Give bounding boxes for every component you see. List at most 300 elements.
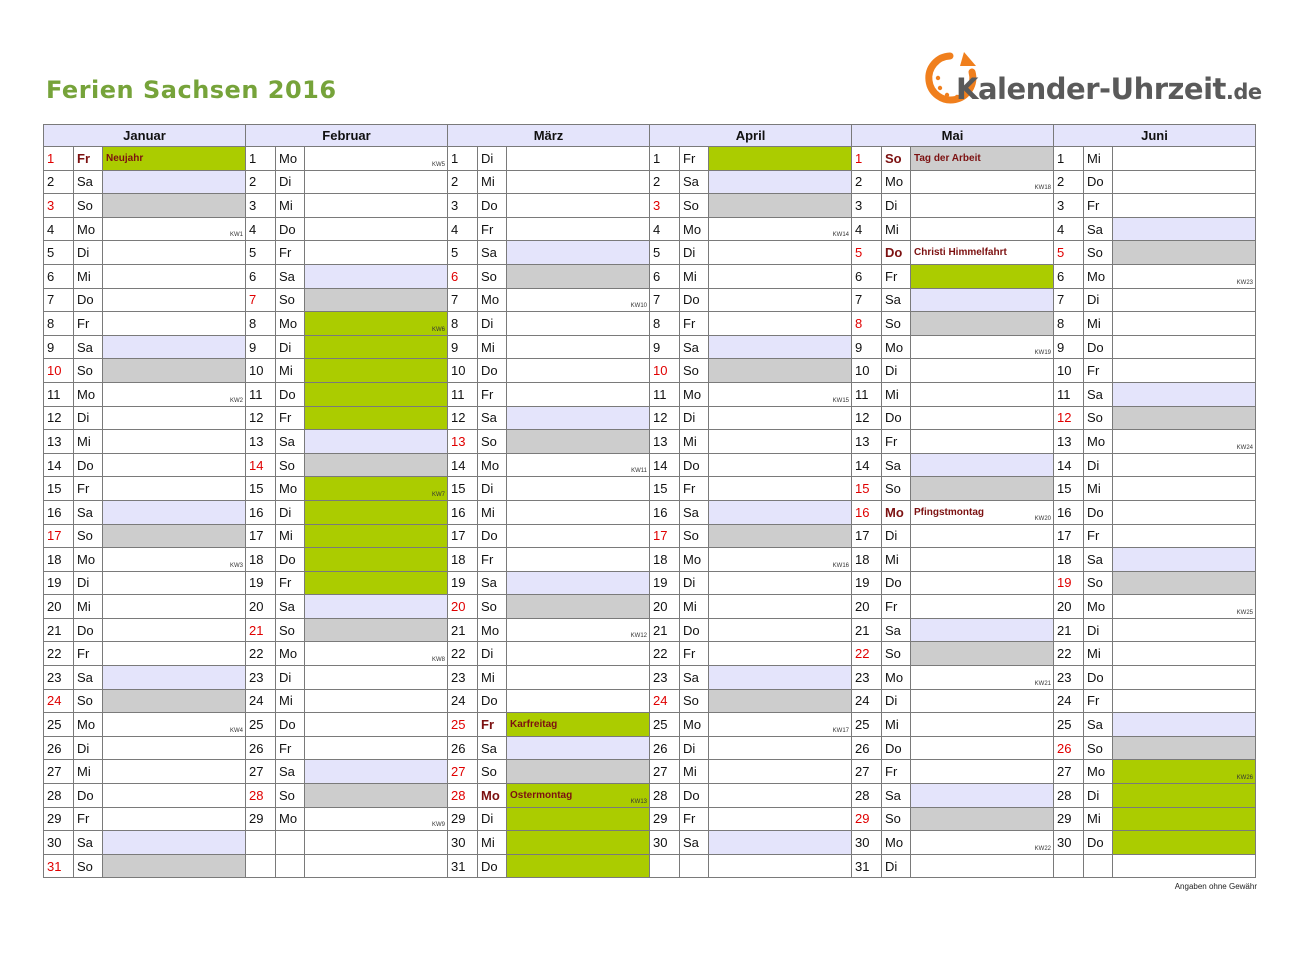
weekday: Do: [680, 453, 709, 477]
day-cell: [1113, 595, 1256, 619]
day-row: [44, 784, 1256, 808]
day-number: 26: [246, 736, 276, 760]
day-cell: [305, 264, 448, 288]
day-cell: [1113, 430, 1256, 454]
day-cell: [1113, 382, 1256, 406]
day-row: [44, 264, 1256, 288]
day-cell: [103, 500, 246, 524]
day-cell: [709, 217, 852, 241]
day-cell: [103, 194, 246, 218]
holiday-label: Christi Himmelfahrt: [914, 247, 1007, 259]
weekday: Sa: [74, 170, 103, 194]
calendar-week-label: KW5: [431, 161, 445, 168]
weekday: Do: [276, 548, 305, 572]
weekday: Sa: [1084, 382, 1113, 406]
month-header: Februar: [246, 125, 448, 147]
day-cell: [1113, 548, 1256, 572]
weekday: Fr: [74, 147, 103, 171]
weekday: Mo: [74, 713, 103, 737]
calendar-week-label: KW20: [1034, 515, 1051, 522]
day-cell: [709, 571, 852, 595]
day-cell: [709, 666, 852, 690]
weekday: Mo: [1084, 595, 1113, 619]
weekday: Mi: [1084, 312, 1113, 336]
logo-tld: .de: [1225, 80, 1262, 104]
day-cell: [1113, 524, 1256, 548]
weekday: Mi: [1084, 807, 1113, 831]
day-row: [44, 666, 1256, 690]
day-row: [44, 524, 1256, 548]
calendar-week-label: KW25: [1236, 609, 1253, 616]
weekday: Do: [478, 689, 507, 713]
day-number: 16: [448, 500, 478, 524]
day-cell: [305, 784, 448, 808]
day-cell: [103, 666, 246, 690]
day-number: 8: [1054, 312, 1084, 336]
weekday: Di: [478, 312, 507, 336]
calendar-week-label: KW18: [1034, 185, 1051, 192]
weekday: Do: [478, 194, 507, 218]
weekday: So: [882, 642, 911, 666]
day-cell: [305, 430, 448, 454]
day-cell: [305, 666, 448, 690]
day-cell: [507, 595, 650, 619]
day-cell: [103, 217, 246, 241]
day-row: [44, 406, 1256, 430]
weekday: Mo: [276, 312, 305, 336]
day-cell: [911, 784, 1054, 808]
weekday: Sa: [276, 595, 305, 619]
day-cell: [911, 453, 1054, 477]
day-number: 24: [448, 689, 478, 713]
day-cell: [103, 713, 246, 737]
weekday: Mo: [276, 642, 305, 666]
weekday: Di: [680, 736, 709, 760]
weekday: So: [276, 618, 305, 642]
day-cell: [305, 760, 448, 784]
day-cell: [1113, 288, 1256, 312]
weekday: Mi: [882, 548, 911, 572]
weekday: Mo: [1084, 264, 1113, 288]
weekday: Di: [882, 359, 911, 383]
weekday: Di: [74, 406, 103, 430]
weekday: Mi: [74, 595, 103, 619]
day-number: 16: [852, 500, 882, 524]
weekday: Mi: [276, 359, 305, 383]
day-number: 10: [246, 359, 276, 383]
day-cell: [709, 147, 852, 171]
weekday: Mi: [882, 713, 911, 737]
weekday: Sa: [74, 831, 103, 855]
day-number: 22: [650, 642, 680, 666]
weekday: Mi: [276, 689, 305, 713]
day-cell: [507, 854, 650, 878]
weekday: Mi: [1084, 477, 1113, 501]
month-header: Juni: [1054, 125, 1256, 147]
weekday: Fr: [478, 713, 507, 737]
holiday-label: Neujahr: [106, 152, 144, 164]
day-cell: [911, 689, 1054, 713]
calendar-week-label: KW23: [1236, 279, 1253, 286]
weekday: Sa: [680, 170, 709, 194]
day-cell: [709, 736, 852, 760]
day-number: 5: [650, 241, 680, 265]
weekday: Sa: [478, 406, 507, 430]
day-cell: [305, 217, 448, 241]
weekday: Mi: [276, 194, 305, 218]
empty-cell: [246, 831, 276, 855]
calendar-week-label: KW14: [832, 232, 849, 239]
calendar-week-label: KW3: [229, 562, 243, 569]
day-number: 28: [44, 784, 74, 808]
day-number: 19: [852, 571, 882, 595]
day-cell: [305, 807, 448, 831]
day-number: 17: [650, 524, 680, 548]
weekday: Di: [882, 194, 911, 218]
day-number: 3: [448, 194, 478, 218]
day-number: 10: [44, 359, 74, 383]
day-cell: [103, 477, 246, 501]
weekday: Di: [74, 241, 103, 265]
day-number: 13: [44, 430, 74, 454]
day-number: 3: [44, 194, 74, 218]
day-number: 3: [650, 194, 680, 218]
day-number: 6: [852, 264, 882, 288]
day-cell: [911, 147, 1054, 171]
day-cell: [911, 854, 1054, 878]
day-number: 6: [448, 264, 478, 288]
day-number: 5: [44, 241, 74, 265]
day-number: 5: [448, 241, 478, 265]
weekday: Do: [1084, 335, 1113, 359]
day-cell: [103, 312, 246, 336]
day-cell: [1113, 784, 1256, 808]
day-cell: [507, 382, 650, 406]
day-cell: [103, 807, 246, 831]
day-cell: [305, 335, 448, 359]
day-cell: [709, 831, 852, 855]
day-cell: [709, 595, 852, 619]
day-cell: [911, 288, 1054, 312]
day-number: 21: [44, 618, 74, 642]
day-row: [44, 335, 1256, 359]
weekday: Do: [74, 784, 103, 808]
day-number: 5: [246, 241, 276, 265]
weekday: Fr: [680, 807, 709, 831]
day-number: 8: [448, 312, 478, 336]
day-number: 15: [650, 477, 680, 501]
day-cell: [911, 264, 1054, 288]
weekday: Mo: [276, 147, 305, 171]
day-cell: [507, 477, 650, 501]
day-cell: [1113, 453, 1256, 477]
day-row: [44, 382, 1256, 406]
holiday-label: Pfingstmontag: [914, 506, 984, 518]
day-number: 8: [852, 312, 882, 336]
day-cell: [709, 689, 852, 713]
calendar-week-label: KW8: [431, 657, 445, 664]
day-cell: [1113, 217, 1256, 241]
weekday: Mo: [680, 548, 709, 572]
day-number: 24: [650, 689, 680, 713]
empty-cell: [276, 854, 305, 878]
weekday: So: [74, 194, 103, 218]
empty-cell: [305, 831, 448, 855]
holiday-label: Tag der Arbeit: [914, 152, 981, 164]
day-number: 18: [448, 548, 478, 572]
day-cell: [103, 736, 246, 760]
day-cell: [709, 500, 852, 524]
weekday: Sa: [478, 241, 507, 265]
day-number: 22: [852, 642, 882, 666]
weekday: Fr: [680, 477, 709, 501]
day-number: 15: [448, 477, 478, 501]
weekday: Di: [74, 736, 103, 760]
day-number: 20: [1054, 595, 1084, 619]
day-cell: [103, 264, 246, 288]
weekday: Do: [74, 288, 103, 312]
day-cell: [709, 713, 852, 737]
day-cell: [507, 288, 650, 312]
day-number: 16: [650, 500, 680, 524]
day-cell: [103, 784, 246, 808]
day-row: [44, 713, 1256, 737]
day-number: 8: [44, 312, 74, 336]
weekday: Fr: [680, 642, 709, 666]
weekday: Sa: [882, 618, 911, 642]
weekday: Sa: [74, 666, 103, 690]
weekday: So: [882, 147, 911, 171]
day-number: 13: [852, 430, 882, 454]
day-cell: [709, 312, 852, 336]
day-number: 31: [44, 854, 74, 878]
day-number: 22: [1054, 642, 1084, 666]
day-cell: [911, 241, 1054, 265]
day-cell: [911, 548, 1054, 572]
page-title: Ferien Sachsen 2016: [46, 76, 337, 104]
weekday: Fr: [680, 312, 709, 336]
calendar-week-label: KW1: [229, 232, 243, 239]
day-cell: [911, 524, 1054, 548]
weekday: Sa: [680, 335, 709, 359]
weekday: Sa: [74, 335, 103, 359]
weekday: Mi: [478, 831, 507, 855]
weekday: Do: [478, 359, 507, 383]
day-number: 3: [246, 194, 276, 218]
day-row: [44, 854, 1256, 878]
month-header: März: [448, 125, 650, 147]
day-cell: [709, 807, 852, 831]
day-number: 15: [1054, 477, 1084, 501]
day-number: 18: [246, 548, 276, 572]
day-cell: [103, 571, 246, 595]
day-number: 18: [852, 548, 882, 572]
weekday: Mo: [74, 217, 103, 241]
day-cell: [709, 430, 852, 454]
weekday: Sa: [1084, 217, 1113, 241]
day-cell: [507, 335, 650, 359]
day-number: 17: [448, 524, 478, 548]
empty-cell: [650, 854, 680, 878]
day-cell: [911, 713, 1054, 737]
day-number: 7: [448, 288, 478, 312]
day-number: 16: [1054, 500, 1084, 524]
calendar-week-label: KW26: [1236, 775, 1253, 782]
weekday: So: [680, 359, 709, 383]
day-cell: [103, 288, 246, 312]
weekday: Mi: [1084, 147, 1113, 171]
empty-cell: [305, 854, 448, 878]
day-cell: [103, 335, 246, 359]
weekday: Di: [882, 524, 911, 548]
weekday: Sa: [276, 430, 305, 454]
day-cell: [305, 500, 448, 524]
day-cell: [103, 147, 246, 171]
weekday: So: [74, 689, 103, 713]
day-cell: [305, 406, 448, 430]
logo-text: [956, 72, 1262, 106]
day-number: 19: [44, 571, 74, 595]
day-row: [44, 642, 1256, 666]
day-number: 7: [650, 288, 680, 312]
day-number: 6: [650, 264, 680, 288]
weekday: So: [276, 288, 305, 312]
day-number: 23: [44, 666, 74, 690]
day-cell: [507, 642, 650, 666]
day-number: 9: [852, 335, 882, 359]
weekday: Fr: [74, 312, 103, 336]
weekday: Mo: [882, 831, 911, 855]
day-row: [44, 147, 1256, 171]
weekday: So: [1084, 241, 1113, 265]
weekday: Mi: [478, 170, 507, 194]
day-row: [44, 477, 1256, 501]
day-cell: [305, 194, 448, 218]
day-number: 19: [1054, 571, 1084, 595]
weekday: Di: [1084, 453, 1113, 477]
day-number: 1: [650, 147, 680, 171]
day-number: 29: [852, 807, 882, 831]
weekday: Di: [882, 854, 911, 878]
weekday: Sa: [478, 736, 507, 760]
day-cell: [1113, 312, 1256, 336]
day-cell: [507, 500, 650, 524]
day-row: [44, 170, 1256, 194]
weekday: Di: [1084, 618, 1113, 642]
day-number: 30: [852, 831, 882, 855]
day-number: 4: [246, 217, 276, 241]
day-cell: [709, 406, 852, 430]
day-cell: [305, 736, 448, 760]
day-cell: [305, 170, 448, 194]
weekday: Do: [276, 382, 305, 406]
weekday: Di: [276, 666, 305, 690]
day-cell: [911, 807, 1054, 831]
day-number: 17: [852, 524, 882, 548]
day-number: 10: [650, 359, 680, 383]
weekday: Mo: [882, 500, 911, 524]
day-cell: [911, 736, 1054, 760]
weekday: Do: [74, 453, 103, 477]
day-number: 23: [448, 666, 478, 690]
day-number: 19: [448, 571, 478, 595]
day-cell: [911, 359, 1054, 383]
calendar-week-label: KW15: [832, 397, 849, 404]
calendar-week-label: KW9: [431, 822, 445, 829]
calendar-week-label: KW24: [1236, 444, 1253, 451]
day-number: 27: [246, 760, 276, 784]
day-cell: [507, 831, 650, 855]
day-cell: [709, 524, 852, 548]
weekday: Do: [882, 571, 911, 595]
weekday: So: [1084, 571, 1113, 595]
weekday: Mi: [74, 430, 103, 454]
day-cell: [305, 618, 448, 642]
day-cell: [1113, 147, 1256, 171]
day-number: 4: [650, 217, 680, 241]
day-cell: [507, 618, 650, 642]
weekday: Fr: [276, 241, 305, 265]
day-cell: [911, 595, 1054, 619]
weekday: So: [74, 359, 103, 383]
day-cell: [507, 548, 650, 572]
weekday: Mo: [276, 477, 305, 501]
day-cell: [709, 642, 852, 666]
day-row: [44, 241, 1256, 265]
day-cell: [507, 453, 650, 477]
weekday: Sa: [680, 666, 709, 690]
weekday: Fr: [478, 382, 507, 406]
day-cell: [507, 147, 650, 171]
month-header: Januar: [44, 125, 246, 147]
month-header: Mai: [852, 125, 1054, 147]
day-number: 23: [1054, 666, 1084, 690]
weekday: Fr: [74, 807, 103, 831]
day-cell: [305, 453, 448, 477]
weekday: So: [276, 784, 305, 808]
weekday: Fr: [276, 406, 305, 430]
weekday: Fr: [478, 548, 507, 572]
day-cell: [1113, 359, 1256, 383]
day-number: 17: [246, 524, 276, 548]
day-cell: [709, 382, 852, 406]
day-number: 6: [1054, 264, 1084, 288]
day-number: 28: [852, 784, 882, 808]
day-number: 4: [1054, 217, 1084, 241]
day-number: 28: [448, 784, 478, 808]
day-cell: [911, 382, 1054, 406]
calendar-week-label: KW16: [832, 562, 849, 569]
calendar-week-label: KW11: [631, 468, 647, 475]
brand-logo[interactable]: [920, 42, 1260, 114]
empty-cell: [709, 854, 852, 878]
day-row: [44, 831, 1256, 855]
day-cell: [507, 784, 650, 808]
weekday: Do: [882, 241, 911, 265]
day-number: 13: [448, 430, 478, 454]
day-number: 27: [852, 760, 882, 784]
empty-cell: [276, 831, 305, 855]
weekday: Di: [74, 571, 103, 595]
day-cell: [103, 831, 246, 855]
logo-main: Kalender-Uhrzeit: [956, 72, 1226, 106]
weekday: Mi: [680, 430, 709, 454]
day-number: 20: [650, 595, 680, 619]
day-number: 10: [852, 359, 882, 383]
day-number: 3: [852, 194, 882, 218]
weekday: Mi: [478, 335, 507, 359]
weekday: Fr: [1084, 194, 1113, 218]
